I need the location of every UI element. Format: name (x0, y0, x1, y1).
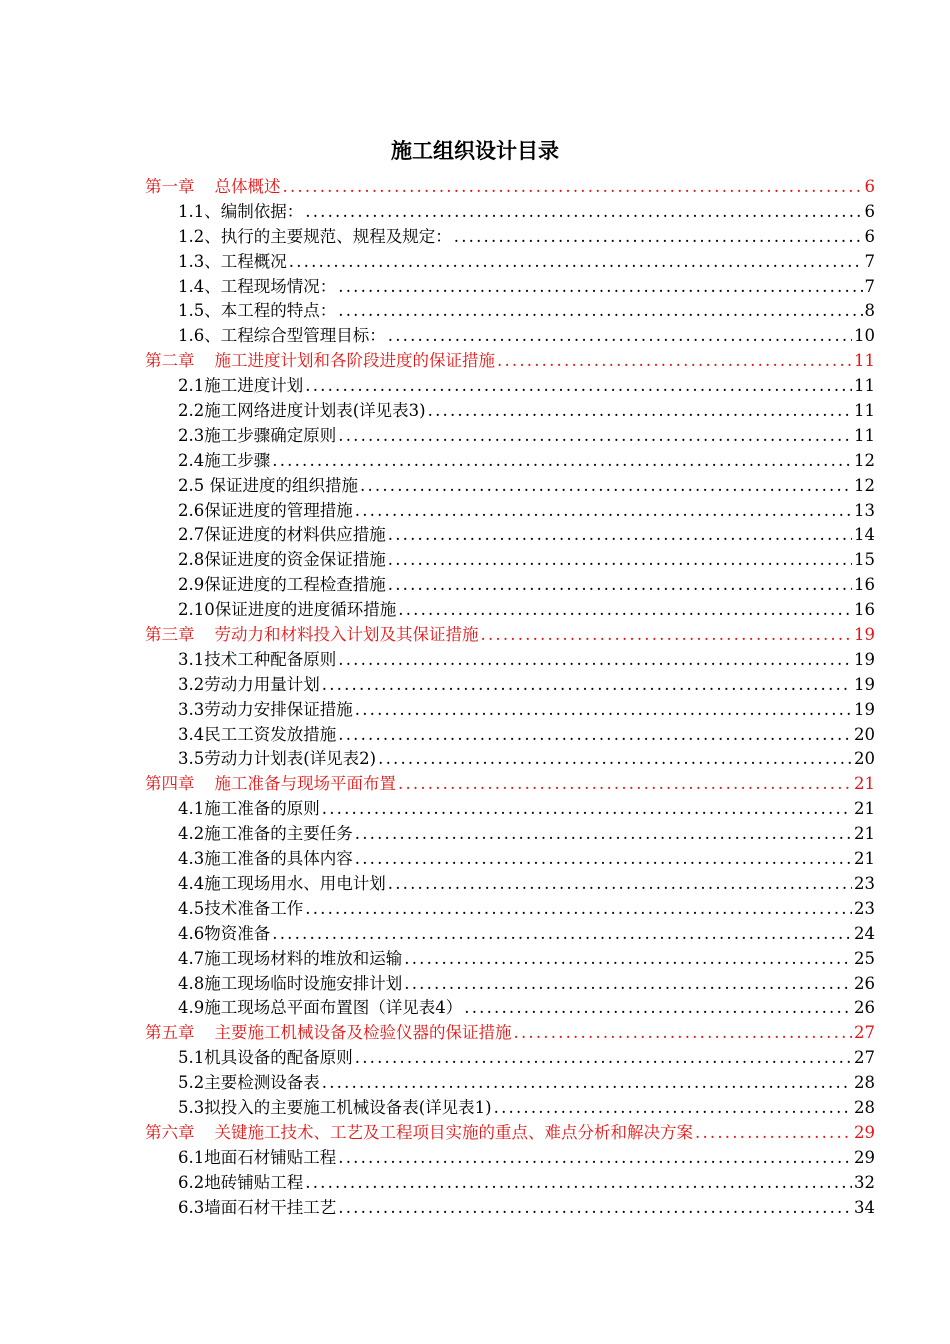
toc-section-entry[interactable] (0, 1046, 950, 1071)
toc-entry-number: 4.9 (178, 998, 205, 1018)
toc-dot-leader (305, 1171, 852, 1196)
toc-entry-number: 第四章 (145, 774, 195, 794)
toc-page-number: 11 (854, 401, 875, 421)
toc-entry-number: 6.2 (178, 1172, 205, 1192)
toc-section-entry[interactable] (0, 673, 950, 698)
toc-entry-title: 墙面石材干挂工艺 (204, 1197, 337, 1217)
toc-section-entry[interactable] (0, 897, 950, 922)
toc-section-entry[interactable] (0, 299, 950, 324)
toc-entry-title: 总体概述 (214, 177, 281, 196)
toc-entry-title: 施工步骤确定原则 (204, 425, 337, 445)
toc-entry-label (178, 324, 386, 349)
toc-entry-number: 2.4 (178, 450, 205, 470)
toc-page-number: 25 (854, 948, 875, 968)
toc-dot-leader (338, 1146, 852, 1171)
toc-dot-leader (360, 474, 852, 499)
toc-section-entry[interactable] (0, 1071, 950, 1096)
toc-entry-number: 1.6、 (178, 326, 221, 346)
toc-page-number: 21 (854, 799, 875, 819)
toc-section-entry[interactable] (0, 1171, 950, 1196)
toc-page-number: 29 (854, 1147, 875, 1167)
toc-dot-leader (398, 598, 852, 623)
toc-dot-leader (305, 374, 852, 399)
toc-page-number: 26 (854, 973, 875, 993)
toc-entry-label (178, 1096, 492, 1121)
toc-dot-leader (388, 523, 852, 548)
toc-entry-title: 工程综合型管理目标： (220, 326, 386, 346)
toc-entry-title: 保证进度的进度循环措施 (214, 600, 397, 620)
toc-section-entry[interactable] (0, 1196, 950, 1221)
toc-entry-title: 执行的主要规范、规程及规定： (220, 226, 452, 246)
toc-entry-label (178, 797, 320, 822)
toc-entry-number: 第二章 (145, 351, 195, 371)
toc-entry-title: 主要检测设备表 (204, 1073, 320, 1093)
toc-page-number: 7 (864, 276, 875, 296)
toc-entry-title: 民工工资发放措施 (204, 724, 337, 744)
toc-entry-label (178, 947, 402, 972)
toc-entry-label (178, 523, 386, 548)
toc-dot-leader (428, 399, 852, 424)
toc-entry-number: 4.2 (178, 824, 205, 844)
toc-entry-number: 5.2 (178, 1073, 205, 1093)
toc-page-number: 20 (854, 749, 875, 769)
toc-dot-leader (338, 1196, 852, 1221)
toc-entry-label (178, 1196, 336, 1221)
toc-section-entry[interactable] (0, 250, 950, 275)
toc-entry-title: 编制依据： (220, 201, 304, 221)
toc-section-entry[interactable] (0, 1096, 950, 1121)
toc-page-number: 28 (854, 1073, 875, 1093)
toc-page-number: 8 (864, 301, 875, 321)
toc-page-number: 11 (854, 425, 875, 445)
toc-entry-number: 3.3 (178, 699, 205, 719)
toc-dot-leader (355, 499, 852, 524)
toc-entry-title: 施工进度计划和各阶段进度的保证措施 (214, 351, 495, 371)
toc-entry-title: 地砖铺贴工程 (204, 1172, 304, 1192)
toc-dot-leader (388, 324, 852, 349)
toc-section-entry[interactable] (0, 947, 950, 972)
toc-page-number: 7 (864, 251, 875, 271)
toc-entry-number: 3.2 (178, 674, 205, 694)
toc-entry-number: 2.5 (178, 475, 205, 495)
toc-section-entry[interactable] (0, 548, 950, 573)
toc-entry-title: 主要施工机械设备及检验仪器的保证措施 (214, 1023, 512, 1043)
toc-dot-leader (338, 299, 862, 324)
toc-entry-label (145, 772, 396, 797)
toc-entry-number: 2.6 (178, 500, 205, 520)
toc-entry-number: 1.4、 (178, 276, 221, 296)
toc-entry-title: 施工进度计划 (204, 376, 304, 396)
toc-entry-title: 劳动力安排保证措施 (204, 699, 353, 719)
toc-entry-label (178, 673, 320, 698)
toc-entry-label (145, 175, 281, 200)
toc-entry-label (178, 573, 386, 598)
toc-section-entry[interactable] (0, 648, 950, 673)
toc-section-entry[interactable] (0, 598, 950, 623)
toc-dot-leader (388, 573, 852, 598)
toc-page-number: 21 (854, 824, 875, 844)
toc-entry-title: 施工准备与现场平面布置 (214, 774, 396, 794)
toc-entry-label (178, 499, 353, 524)
toc-entry-title: 拟投入的主要施工机械设备表(详见表1) (204, 1097, 492, 1117)
toc-entry-number: 第六章 (145, 1122, 195, 1142)
toc-page-number: 34 (854, 1197, 875, 1217)
toc-entry-label (178, 822, 353, 847)
toc-section-entry[interactable] (0, 399, 950, 424)
toc-dot-leader (338, 723, 852, 748)
toc-section-entry[interactable] (0, 424, 950, 449)
toc-entry-label (178, 1071, 320, 1096)
toc-entry-label (178, 723, 336, 748)
toc-section-entry[interactable] (0, 747, 950, 772)
toc-section-entry[interactable] (0, 723, 950, 748)
toc-page-number: 19 (854, 649, 875, 669)
toc-entry-title: 机具设备的配备原则 (204, 1048, 353, 1068)
toc-entry-label (178, 225, 452, 250)
toc-section-entry[interactable] (0, 847, 950, 872)
toc-chapter-entry[interactable] (0, 349, 950, 374)
toc-page-number: 19 (854, 674, 875, 694)
toc-dot-leader (338, 648, 852, 673)
toc-entry-label (178, 598, 396, 623)
toc-entry-label (178, 897, 303, 922)
toc-section-entry[interactable] (0, 225, 950, 250)
toc-dot-leader (338, 424, 852, 449)
toc-entry-title: 保证进度的管理措施 (204, 500, 353, 520)
toc-entry-label (178, 648, 336, 673)
toc-entry-number: 3.4 (178, 724, 205, 744)
toc-entry-number: 第一章 (145, 177, 195, 196)
toc-dot-leader (404, 972, 852, 997)
toc-entry-label (145, 1121, 693, 1146)
toc-entry-title: 施工现场用水、用电计划 (204, 873, 386, 893)
toc-page-number: 21 (854, 774, 875, 794)
toc-dot-leader (404, 947, 852, 972)
toc-section-entry[interactable] (0, 996, 950, 1021)
toc-section-entry[interactable] (0, 200, 950, 225)
toc-dot-leader (322, 1071, 852, 1096)
toc-entry-label (145, 349, 495, 374)
toc-entry-number: 第三章 (145, 625, 195, 645)
toc-entry-number: 2.1 (178, 376, 205, 396)
toc-entry-number: 4.1 (178, 799, 205, 819)
toc-page-number: 6 (864, 226, 875, 246)
toc-dot-leader (464, 996, 852, 1021)
toc-dot-leader (388, 548, 852, 573)
toc-entry-label (178, 996, 462, 1021)
toc-entry-title: 技术准备工作 (204, 898, 304, 918)
toc-entry-label (178, 374, 303, 399)
toc-entry-title: 地面石材铺贴工程 (204, 1147, 337, 1167)
toc-entry-title: 施工现场总平面布置图（详见表4） (204, 998, 463, 1018)
toc-entry-number: 5.3 (178, 1097, 205, 1117)
toc-entry-number: 2.2 (178, 401, 205, 421)
toc-entry-title: 技术工种配备原则 (204, 649, 337, 669)
toc-entry-label (178, 424, 336, 449)
toc-dot-leader (494, 1096, 852, 1121)
toc-section-entry[interactable] (0, 922, 950, 947)
toc-entry-title: 施工现场材料的堆放和运输 (204, 948, 403, 968)
toc-section-entry[interactable] (0, 523, 950, 548)
toc-entry-title: 保证进度的材料供应措施 (204, 525, 386, 545)
toc-entry-label (178, 250, 287, 275)
toc-chapter-entry[interactable] (0, 1121, 950, 1146)
toc-entry-number: 3.5 (178, 749, 205, 769)
toc-section-entry[interactable] (0, 972, 950, 997)
toc-entry-label (178, 399, 426, 424)
toc-page-number: 6 (864, 177, 875, 196)
toc-dot-leader (514, 1021, 853, 1046)
toc-page-number: 6 (864, 201, 875, 221)
toc-page-number: 15 (854, 550, 875, 570)
toc-entry-number: 4.8 (178, 973, 205, 993)
toc-entry-label (178, 474, 358, 499)
toc-page-number: 11 (854, 351, 875, 371)
toc-dot-leader (398, 772, 852, 797)
toc-entry-title: 施工准备的主要任务 (204, 824, 353, 844)
toc-entry-title: 施工准备的原则 (204, 799, 320, 819)
toc-section-entry[interactable] (0, 474, 950, 499)
toc-entry-label (178, 275, 336, 300)
toc-dot-leader (355, 847, 852, 872)
toc-entry-label (178, 1146, 336, 1171)
toc-entry-title: 劳动力用量计划 (204, 674, 320, 694)
toc-entry-number: 4.6 (178, 923, 205, 943)
toc-entry-label (145, 1021, 512, 1046)
toc-page-number: 27 (854, 1023, 875, 1043)
table-of-contents (0, 175, 950, 1220)
toc-page-number: 28 (854, 1097, 875, 1117)
toc-section-entry[interactable] (0, 797, 950, 822)
toc-dot-leader (355, 822, 852, 847)
toc-entry-number: 1.2、 (178, 226, 221, 246)
toc-entry-title: 劳动力计划表(详见表2) (204, 749, 377, 769)
toc-entry-label (178, 200, 303, 225)
toc-page-number: 23 (854, 898, 875, 918)
toc-page-number: 24 (854, 923, 875, 943)
toc-dot-leader (305, 200, 862, 225)
toc-entry-number: 2.10 (178, 600, 215, 620)
toc-entry-title: 施工准备的具体内容 (204, 849, 353, 869)
toc-entry-title: 工程现场情况： (220, 276, 337, 296)
toc-entry-label (178, 698, 353, 723)
toc-entry-number: 2.7 (178, 525, 205, 545)
toc-chapter-entry[interactable] (0, 175, 950, 200)
toc-entry-title: 保证进度的工程检查措施 (204, 575, 386, 595)
toc-page-number: 11 (854, 376, 875, 396)
toc-page-number: 13 (854, 500, 875, 520)
toc-section-entry[interactable] (0, 449, 950, 474)
toc-page-number: 16 (854, 600, 875, 620)
toc-entry-title: 劳动力和材料投入计划及其保证措施 (214, 625, 479, 645)
toc-entry-number: 4.5 (178, 898, 205, 918)
toc-entry-number: 1.5、 (178, 301, 221, 321)
toc-section-entry[interactable] (0, 324, 950, 349)
toc-page-number: 19 (854, 699, 875, 719)
toc-chapter-entry[interactable] (0, 623, 950, 648)
toc-entry-number: 6.1 (178, 1147, 205, 1167)
toc-entry-title: 物资准备 (204, 923, 271, 943)
toc-entry-label (178, 922, 270, 947)
toc-chapter-entry[interactable] (0, 1021, 950, 1046)
toc-entry-label (178, 299, 336, 324)
toc-page-number: 12 (854, 475, 875, 495)
toc-entry-title: 保证进度的资金保证措施 (204, 550, 386, 570)
toc-page-number: 23 (854, 873, 875, 893)
toc-page-number: 16 (854, 575, 875, 595)
toc-entry-number: 6.3 (178, 1197, 205, 1217)
toc-entry-title: 保证进度的组织措施 (204, 475, 358, 495)
toc-entry-number: 2.8 (178, 550, 205, 570)
toc-dot-leader (283, 175, 863, 200)
toc-dot-leader (378, 747, 852, 772)
toc-section-entry[interactable] (0, 374, 950, 399)
toc-entry-label (178, 847, 353, 872)
toc-dot-leader (322, 797, 852, 822)
toc-section-entry[interactable] (0, 872, 950, 897)
toc-entry-label (145, 623, 479, 648)
toc-page-number: 26 (854, 998, 875, 1018)
toc-entry-label (178, 1046, 353, 1071)
toc-dot-leader (272, 449, 852, 474)
toc-section-entry[interactable] (0, 275, 950, 300)
toc-dot-leader (497, 349, 852, 374)
toc-entry-title: 施工现场临时设施安排计划 (204, 973, 403, 993)
toc-page-number: 29 (854, 1122, 875, 1142)
toc-dot-leader (305, 897, 852, 922)
toc-page-number: 14 (854, 525, 875, 545)
toc-entry-label (178, 972, 402, 997)
toc-entry-label (178, 747, 376, 772)
toc-dot-leader (695, 1121, 852, 1146)
toc-entry-title: 施工步骤 (204, 450, 271, 470)
toc-entry-number: 4.3 (178, 849, 205, 869)
toc-entry-label (178, 872, 386, 897)
toc-entry-number: 2.3 (178, 425, 205, 445)
toc-page-number: 20 (854, 724, 875, 744)
toc-page-number: 12 (854, 450, 875, 470)
toc-page-number: 10 (854, 326, 875, 346)
toc-section-entry[interactable] (0, 822, 950, 847)
toc-section-entry[interactable] (0, 1146, 950, 1171)
toc-dot-leader (322, 673, 852, 698)
toc-dot-leader (272, 922, 852, 947)
toc-dot-leader (481, 623, 853, 648)
document-title: 施工组织设计目录 (391, 138, 559, 163)
toc-entry-number: 1.1、 (178, 201, 221, 221)
toc-entry-number: 4.7 (178, 948, 205, 968)
toc-dot-leader (355, 1046, 852, 1071)
toc-entry-number: 3.1 (178, 649, 205, 669)
toc-entry-number: 5.1 (178, 1048, 205, 1068)
toc-page-number: 19 (854, 625, 875, 645)
toc-entry-number: 1.3、 (178, 251, 221, 271)
toc-page-number: 32 (854, 1172, 875, 1192)
toc-section-entry[interactable] (0, 499, 950, 524)
toc-entry-number: 第五章 (145, 1023, 195, 1043)
toc-section-entry[interactable] (0, 573, 950, 598)
toc-chapter-entry[interactable] (0, 772, 950, 797)
toc-section-entry[interactable] (0, 698, 950, 723)
toc-entry-title: 本工程的特点： (220, 301, 337, 321)
toc-entry-label (178, 449, 270, 474)
toc-dot-leader (454, 225, 863, 250)
toc-entry-title: 关键施工技术、工艺及工程项目实施的重点、难点分析和解决方案 (214, 1122, 693, 1142)
toc-dot-leader (355, 698, 852, 723)
toc-dot-leader (338, 275, 862, 300)
toc-page-number: 21 (854, 849, 875, 869)
toc-entry-number: 2.9 (178, 575, 205, 595)
toc-entry-label (178, 548, 386, 573)
toc-entry-number: 4.4 (178, 873, 205, 893)
toc-entry-title: 工程概况 (220, 251, 287, 271)
toc-entry-title: 施工网络进度计划表(详见表3) (204, 401, 426, 421)
toc-dot-leader (289, 250, 863, 275)
toc-entry-label (178, 1171, 303, 1196)
toc-page-number: 27 (854, 1048, 875, 1068)
toc-dot-leader (388, 872, 852, 897)
